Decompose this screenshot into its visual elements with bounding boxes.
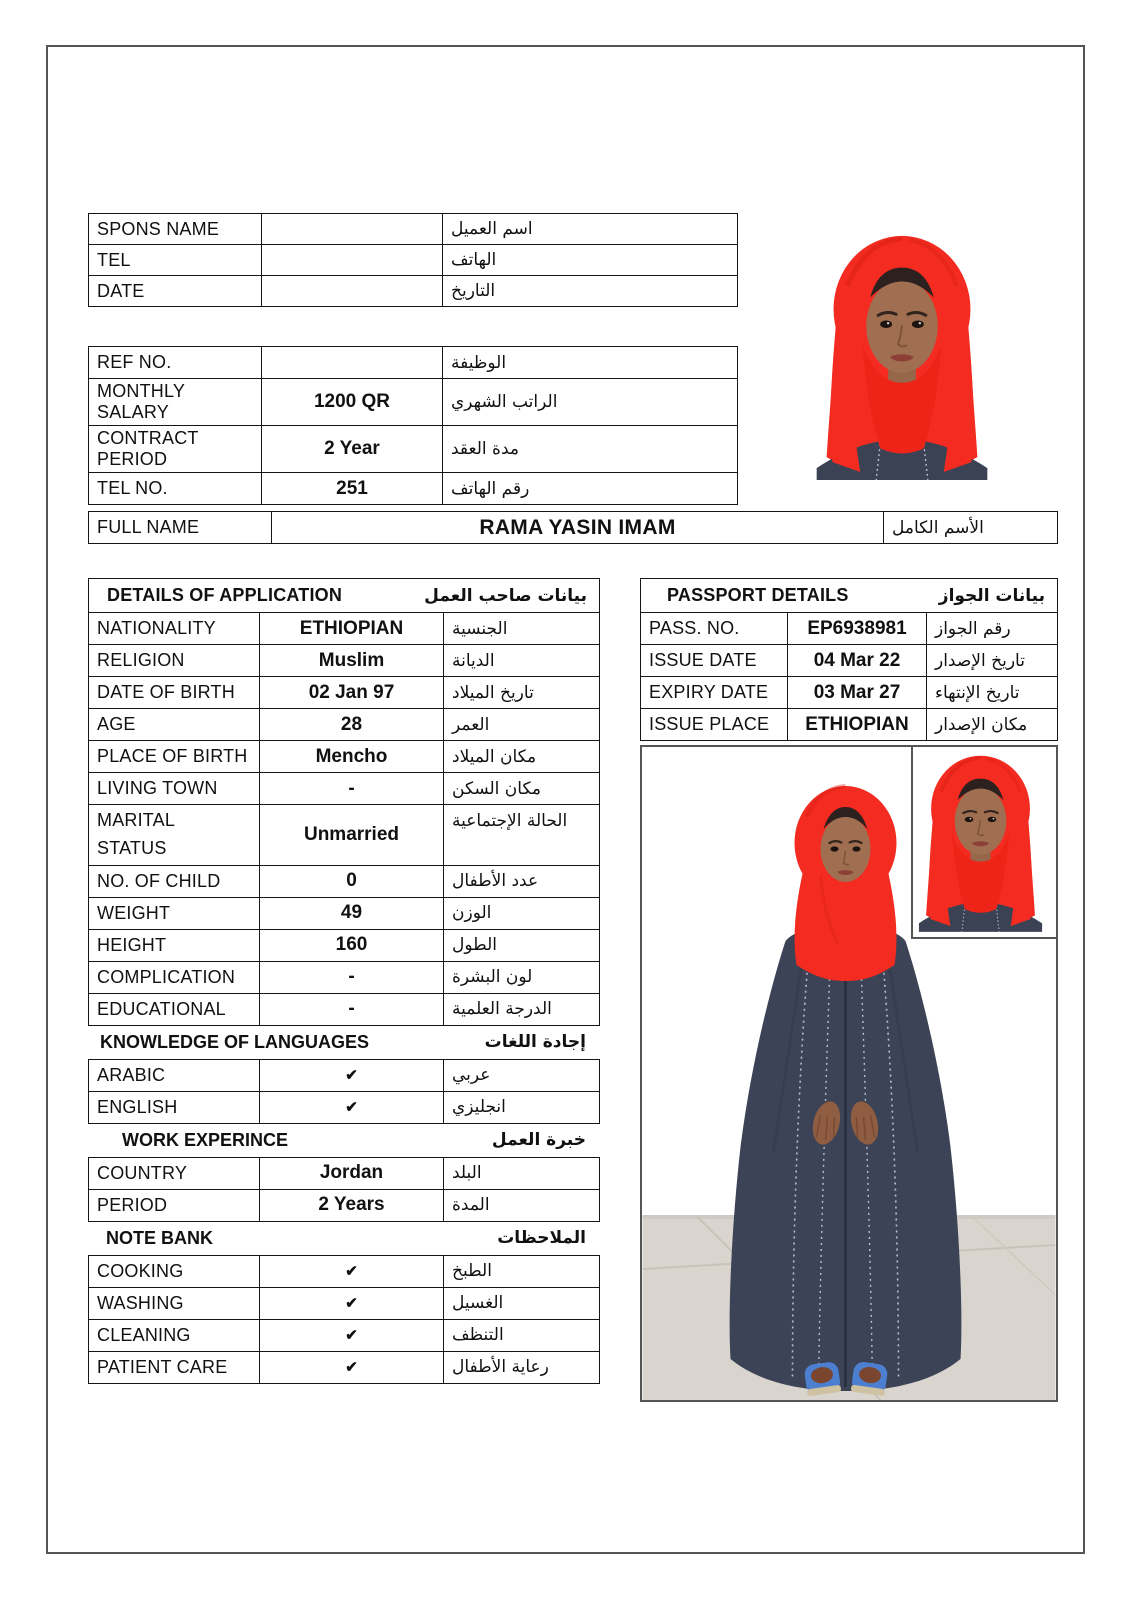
row-label: PLACE OF BIRTH [97,746,248,766]
row-arabic-label: التاريخ [442,276,737,306]
table-row [89,1256,599,1287]
full-name-label: FULL NAME [97,517,200,537]
section-title: NOTE BANK [106,1227,213,1248]
row-value: 03 Mar 27 [787,677,926,708]
row-value: 49 [259,898,443,929]
languages-table [88,1059,600,1124]
row-label: CONTRACT PERIOD [97,428,199,469]
row-value: Muslim [259,645,443,676]
row-arabic-label: عربي [443,1060,599,1091]
full-body-photo [640,745,1058,1402]
row-label: TEL NO. [97,478,168,498]
passport-details-section [640,578,1058,741]
table-row [89,1091,599,1123]
row-arabic-label: الوظيفة [442,347,737,378]
row-label: ENGLISH [97,1096,178,1117]
table-row [89,378,737,425]
section-title-arabic: خبرة العمل [491,1130,586,1151]
table-row [89,1060,599,1091]
row-value: 02 Jan 97 [259,677,443,708]
row-arabic-label: الراتب الشهري [442,379,737,425]
row-value [261,347,442,378]
inset-headshot-photo [911,747,1056,939]
row-label: REF NO. [97,352,172,372]
row-arabic-label: الهاتف [442,245,737,275]
row-label: MONTHLY SALARY [97,381,185,422]
row-label: PATIENT CARE [97,1356,228,1377]
row-label: PASS. NO. [649,618,740,638]
row-arabic-label: الديانة [443,645,599,676]
checkmark-icon: ✔ [259,1092,443,1123]
row-value: 1200 QR [261,379,442,425]
row-arabic-label: الوزن [443,898,599,929]
row-value: 28 [259,709,443,740]
table-row [89,772,599,804]
table-row [89,897,599,929]
row-label: COUNTRY [97,1162,188,1183]
row-arabic-label: الحالة الإجتماعية [443,805,599,865]
row-label: NATIONALITY [97,618,216,638]
table-row [89,425,737,472]
row-value: 0 [259,866,443,897]
languages-section-header [88,1026,600,1059]
checkmark-icon: ✔ [259,1060,443,1091]
section-title-arabic: بيانات الجواز [938,585,1045,606]
table-row [89,512,1057,543]
checkmark-icon: ✔ [259,1320,443,1351]
passport-details-table [640,578,1058,741]
row-label: SPONS NAME [97,218,220,239]
row-arabic-label: البلد [443,1158,599,1189]
table-row [89,1319,599,1351]
row-value: - [259,994,443,1025]
row-arabic-label: تاريخ الإصدار [926,645,1057,676]
section-title-arabic: بيانات صاحب العمل [424,585,587,606]
row-value: Jordan [259,1158,443,1189]
note-bank-section-header [88,1222,600,1255]
row-label: COMPLICATION [97,966,236,987]
full-name-value: RAMA YASIN IMAM [271,512,883,543]
table-row [89,1189,599,1221]
table-row [89,929,599,961]
skills-table [88,1255,600,1384]
row-arabic-label: الغسيل [443,1288,599,1319]
inset-headshot-illustration [913,747,1054,935]
row-arabic-label: عدد الأطفال [443,866,599,897]
row-value: Unmarried [259,805,443,865]
row-arabic-label: مكان السكن [443,773,599,804]
row-label: DATE OF BIRTH [97,682,235,702]
checkmark-icon: ✔ [259,1288,443,1319]
table-row [89,644,599,676]
row-arabic-label: الطول [443,930,599,961]
details-table-header [89,579,599,612]
section-title-arabic: الملاحظات [497,1228,586,1249]
row-arabic-label: مكان الإصدار [926,709,1057,740]
row-value: ETHIOPIAN [787,709,926,740]
row-label: COOKING [97,1260,184,1281]
row-label: EDUCATIONAL [97,998,226,1019]
row-label: ARABIC [97,1064,166,1085]
row-value: Mencho [259,741,443,772]
row-value: 2 Year [261,426,442,472]
row-label: AGE [97,714,136,734]
application-details-section [88,578,600,1384]
row-arabic-label: التنظف [443,1320,599,1351]
row-value: 2 Years [259,1190,443,1221]
row-value: ETHIOPIAN [259,613,443,644]
full-name-row [88,511,1058,544]
row-arabic-label: مكان الميلاد [443,741,599,772]
row-arabic-label: الجنسية [443,613,599,644]
table-row [89,708,599,740]
table-row [89,244,737,275]
checkmark-icon: ✔ [259,1352,443,1383]
table-row [89,214,737,244]
section-title: DETAILS OF APPLICATION [107,585,343,605]
row-label: TEL [97,249,131,270]
section-title: KNOWLEDGE OF LANGUAGES [100,1031,369,1052]
section-title-arabic: إجادة اللغات [484,1032,586,1053]
row-arabic-label: تاريخ الميلاد [443,677,599,708]
table-row [641,676,1057,708]
row-arabic-label: مدة العقد [442,426,737,472]
section-title: WORK EXPERINCE [122,1129,289,1150]
row-label: MARITAL STATUS [97,810,175,858]
row-arabic-label: لون البشرة [443,962,599,993]
table-row [89,865,599,897]
row-label: ISSUE PLACE [649,714,770,734]
table-row [89,1351,599,1383]
row-arabic-label: تاريخ الإنتهاء [926,677,1057,708]
row-label: WEIGHT [97,902,171,923]
row-arabic-label: العمر [443,709,599,740]
row-value: - [259,962,443,993]
checkmark-icon: ✔ [259,1256,443,1287]
table-row [641,612,1057,644]
table-row [89,1158,599,1189]
table-row [89,740,599,772]
passport-table-header [641,579,1057,612]
row-label: PERIOD [97,1194,168,1215]
table-row [89,961,599,993]
row-value [261,276,442,306]
row-value: 160 [259,930,443,961]
table-row [89,676,599,708]
row-arabic-label: المدة [443,1190,599,1221]
row-arabic-label: الطبخ [443,1256,599,1287]
table-row [89,275,737,306]
table-row [89,612,599,644]
row-label: RELIGION [97,650,185,670]
table-row [89,347,737,378]
row-value: EP6938981 [787,613,926,644]
work-experience-section-header [88,1124,600,1157]
table-row [89,1287,599,1319]
table-row [89,804,599,865]
row-arabic-label: انجليزي [443,1092,599,1123]
row-value: - [259,773,443,804]
row-arabic-label: اسم العميل [442,214,737,244]
table-row [641,708,1057,740]
row-label: EXPIRY DATE [649,682,769,702]
table-row [89,993,599,1025]
row-label: HEIGHT [97,934,167,955]
sponsor-info-table [88,213,738,307]
row-label: CLEANING [97,1324,191,1345]
row-arabic-label: رعاية الأطفال [443,1352,599,1383]
row-label: ISSUE DATE [649,650,757,670]
row-label: DATE [97,280,145,301]
row-value [261,214,442,244]
full-name-arabic-label: الأسم الكامل [883,512,1057,543]
row-value [261,245,442,275]
row-value: 251 [261,473,442,504]
table-row [89,472,737,504]
row-label: NO. OF CHILD [97,870,221,891]
row-arabic-label: رقم الهاتف [442,473,737,504]
row-value: 04 Mar 22 [787,645,926,676]
row-label: LIVING TOWN [97,778,218,798]
table-row [641,644,1057,676]
work-experience-table [88,1157,600,1222]
reference-info-table [88,346,738,505]
section-title: PASSPORT DETAILS [667,585,849,605]
applicant-headshot-photo [802,224,1002,480]
row-label: WASHING [97,1292,184,1313]
row-arabic-label: رقم الجواز [926,613,1057,644]
applicant-details-table [88,578,600,1026]
row-arabic-label: الدرجة العلمية [443,994,599,1025]
